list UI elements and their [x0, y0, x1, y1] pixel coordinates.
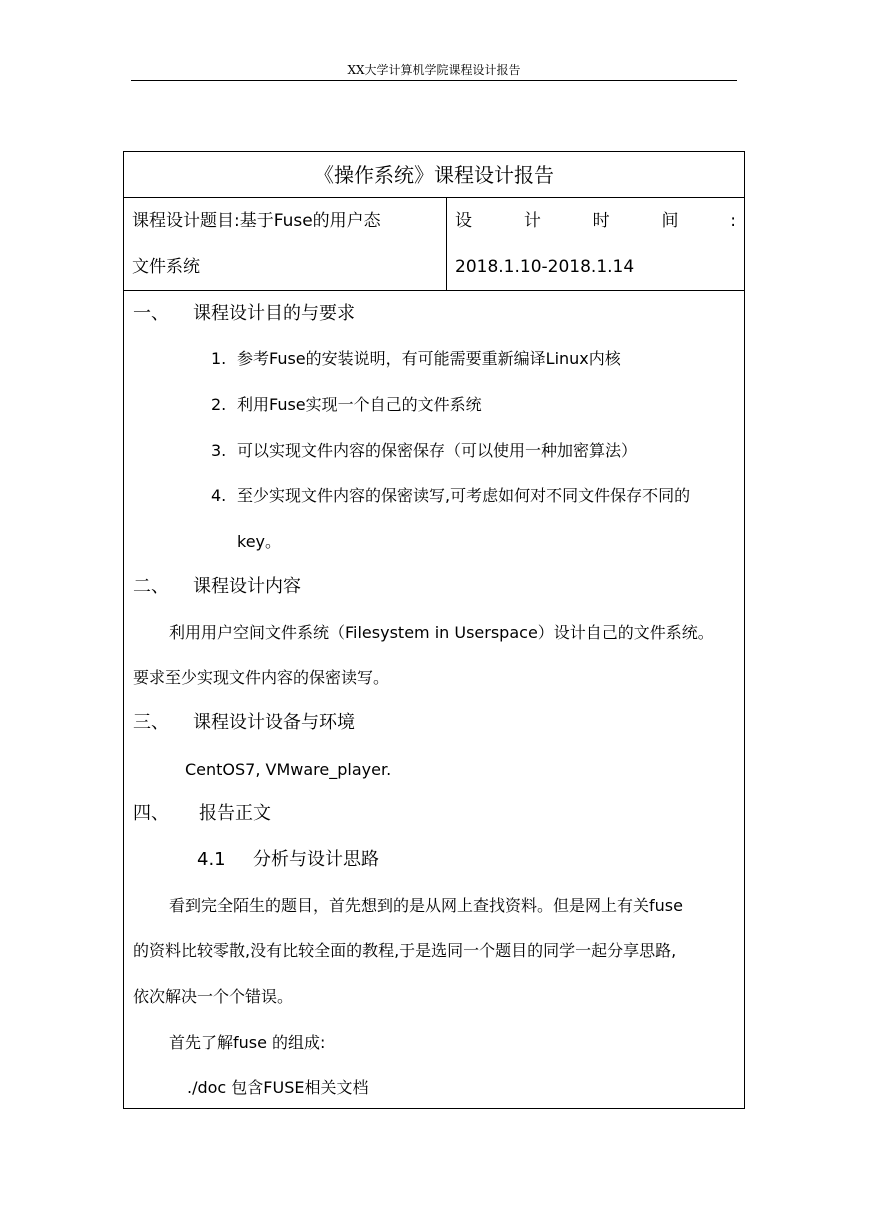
time-label-char: :: [730, 211, 736, 231]
environment-text: CentOS7, VMware_player.: [185, 760, 392, 779]
paragraph-line: 要求至少实现文件内容的保密读写。: [133, 668, 390, 687]
section-1-title: 课程设计目的与要求: [193, 303, 355, 324]
section-3-number: 三、: [133, 712, 169, 733]
section-2-number: 二、: [133, 576, 169, 597]
list-item-text: 利用Fuse实现一个自己的文件系统: [237, 395, 482, 414]
page-header: XX大学计算机学院课程设计报告: [347, 63, 521, 77]
row-divider: [124, 290, 744, 291]
time-label-char: 设: [455, 211, 472, 231]
list-item-number: 1.: [211, 349, 227, 368]
report-title: 《操作系统》课程设计报告: [124, 152, 744, 198]
paragraph-line: 依次解决一个个错误。: [133, 987, 294, 1006]
paragraph-line: 首先了解fuse 的组成:: [169, 1033, 326, 1052]
list-item-continuation: key。: [237, 532, 282, 551]
section-3-title: 课程设计设备与环境: [193, 712, 355, 733]
report-table: [123, 151, 745, 1109]
time-value: 2018.1.10-2018.1.14: [455, 257, 635, 277]
paragraph-line: 利用用户空间文件系统（Filesystem in Userspace）设计自己的文件系统。: [169, 623, 714, 642]
subsection-number: 4.1: [197, 849, 226, 870]
header-rule: [131, 80, 737, 81]
subsection-title: 分析与设计思路: [253, 849, 379, 870]
list-item-number: 3.: [211, 441, 227, 460]
time-label-char: 计: [523, 211, 541, 231]
topic-line-2: 文件系统: [132, 257, 200, 277]
paragraph-line: 的资料比较零散,没有比较全面的教程,于是选同一个题目的同学一起分享思路,: [133, 941, 677, 960]
paragraph-line: 看到完全陌生的题目，首先想到的是从网上查找资料。但是网上有关fuse: [169, 896, 683, 915]
time-label: [455, 198, 736, 244]
section-4-number: 四、: [133, 803, 169, 824]
list-item-text: 可以实现文件内容的保密保存（可以使用一种加密算法）: [237, 441, 638, 460]
section-1-number: 一、: [133, 303, 169, 324]
time-label-char: 时: [592, 211, 610, 231]
time-cell: [447, 198, 744, 290]
time-label-char: 间: [661, 211, 679, 231]
list-item-number: 4.: [211, 486, 227, 505]
paragraph-line: ./doc 包含FUSE相关文档: [187, 1078, 369, 1097]
section-4-title: 报告正文: [199, 803, 271, 824]
topic-cell: [124, 198, 447, 290]
list-item-number: 2.: [211, 395, 227, 414]
topic-line-1: 课程设计题目:基于Fuse的用户态: [132, 211, 381, 231]
list-item-text: 参考Fuse的安装说明，有可能需要重新编译Linux内核: [237, 349, 621, 368]
section-2-title: 课程设计内容: [193, 576, 301, 597]
list-item-text: 至少实现文件内容的保密读写,可考虑如何对不同文件保存不同的: [237, 486, 691, 505]
